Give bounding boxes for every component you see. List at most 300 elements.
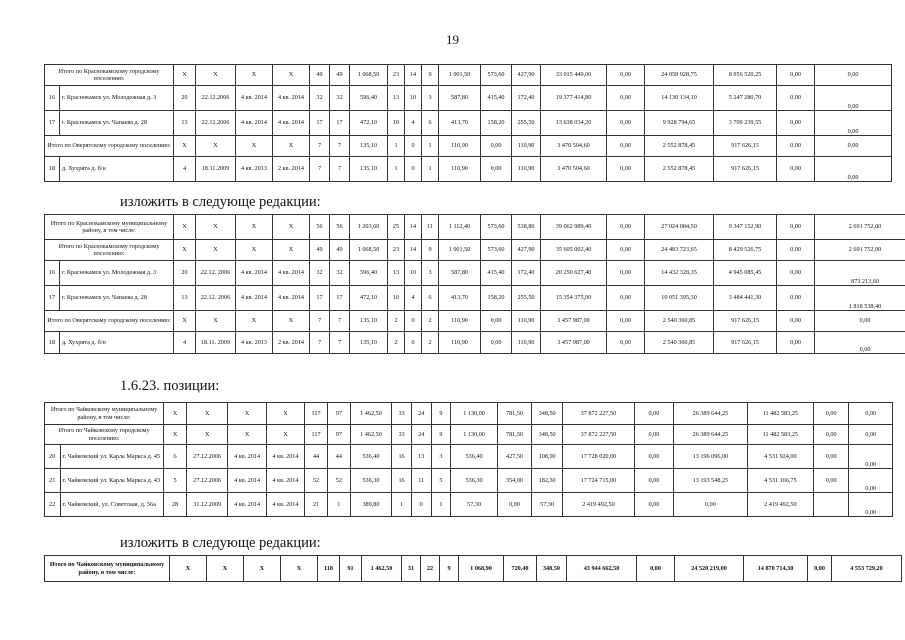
table-cell: 9: [431, 403, 451, 425]
table-cell: 0,00: [814, 469, 849, 493]
table-cell: 24 058 928,75: [645, 65, 714, 86]
table-cell: 0,00: [814, 445, 849, 469]
table-cell: 0,00: [481, 332, 512, 354]
table-cell: X: [266, 403, 304, 425]
table-row: [45, 493, 893, 517]
table-cell: 11 482 583,25: [747, 425, 813, 445]
table-cell: 348,50: [532, 403, 563, 425]
table-cell: 0,00: [777, 157, 815, 182]
table-cell: 1 462,50: [362, 556, 402, 582]
table-cell: 117: [305, 403, 328, 425]
table-cell: 26 389 644,25: [674, 425, 748, 445]
table-cell: 4 кв. 2014: [236, 286, 273, 311]
table-cell: 14: [405, 65, 422, 86]
table-cell: 56: [310, 215, 330, 240]
table-cell: 13 193 548,25: [674, 469, 748, 493]
table-cell: 21: [305, 493, 328, 517]
table-cell: 35 605 002,40: [541, 240, 607, 261]
table-row: [45, 86, 892, 111]
table-cell: 1 001,50: [439, 65, 481, 86]
table-row: [45, 425, 893, 445]
table-cell: X: [170, 556, 207, 582]
table-row: [45, 311, 905, 332]
table-cell: 0,00: [607, 136, 645, 157]
table-cell: 1: [388, 157, 405, 182]
table-cell: 7: [330, 332, 350, 354]
table-cell: 24: [411, 403, 431, 425]
table-cell: 0,00: [607, 65, 645, 86]
table-cell: 781,50: [497, 425, 531, 445]
table-cell: 39 062 989,40: [541, 215, 607, 240]
table-cell: 2 кв. 2014: [273, 332, 310, 354]
table-cell: 5 247 280,70: [714, 86, 777, 111]
table-cell: 33 015 449,00: [541, 65, 607, 86]
table-cell: 2 540 360,85: [645, 311, 714, 332]
table-cell: 4 кв. 2014: [273, 111, 310, 136]
table-cell: 0,00: [607, 86, 645, 111]
table-cell: 4 кв. 2014: [266, 445, 304, 469]
table-cell: 348,50: [532, 425, 563, 445]
table-cell: X: [174, 136, 196, 157]
table-cell: 24 520 219,00: [675, 556, 744, 582]
table-cell: 1 130,00: [451, 403, 498, 425]
table-row: [45, 469, 893, 493]
table-cell: 1 462,50: [350, 425, 391, 445]
table-cell: 9 928 794,65: [645, 111, 714, 136]
table-cell: 18.11. 2009: [196, 332, 236, 354]
table-cell: 18: [45, 157, 60, 182]
table-cell: X: [236, 65, 273, 86]
table-cell: 135,10: [350, 332, 388, 354]
table-cell: 22.12. 2006: [196, 261, 236, 286]
table-cell: 3 457 987,00: [541, 311, 607, 332]
table-cell: 44: [305, 445, 328, 469]
table-cell: 3: [422, 261, 439, 286]
table-cell: 0,00: [815, 157, 892, 182]
table-cell: 5: [431, 469, 451, 493]
table-row: [45, 445, 893, 469]
table-cell: 0,00: [808, 556, 832, 582]
table-cell: 0,00: [481, 136, 512, 157]
table-cell: 536,40: [451, 445, 498, 469]
table-cell: X: [164, 425, 187, 445]
table-cell: 1 068,50: [350, 65, 388, 86]
table-cell: 720,40: [504, 556, 537, 582]
table-cell: 3: [431, 445, 451, 469]
table-cell: 14 432 328,35: [645, 261, 714, 286]
table-cell: X: [164, 403, 187, 425]
table-cell: 348,50: [537, 556, 567, 582]
table-row: [45, 403, 893, 425]
amendment-heading: изложить в следующе редакции:: [120, 194, 321, 210]
table-cell: 1 130,00: [451, 425, 498, 445]
row-name-cell: г. Чайковский ул. Карла Маркса д. 45: [60, 445, 164, 469]
table-cell: 33: [392, 403, 412, 425]
table-cell: 16: [392, 469, 412, 493]
table-cell: 27.12.2006: [187, 445, 228, 469]
table-cell: 917 626,15: [714, 311, 777, 332]
table-cell: 0,00: [849, 469, 893, 493]
table-cell: 13 638 034,20: [541, 111, 607, 136]
table-cell: 4: [174, 157, 196, 182]
table-cell: 17 724 715,00: [563, 469, 635, 493]
table-cell: 4 531 166,75: [747, 469, 813, 493]
table-cell: 22: [421, 556, 440, 582]
table-cell: 9: [422, 65, 439, 86]
table-cell: 0,00: [674, 493, 748, 517]
table-cell: 14: [405, 215, 422, 240]
table-cell: 4 кв. 2014: [266, 469, 304, 493]
table-cell: X: [266, 425, 304, 445]
table-cell: 3: [422, 86, 439, 111]
table-cell: 2: [388, 332, 405, 354]
table-cell: 7: [310, 311, 330, 332]
table-cell: 0,00: [637, 556, 675, 582]
table-cell: 16: [45, 86, 60, 111]
table-cell: 118: [318, 556, 340, 582]
table-cell: 4 553 729,20: [832, 556, 902, 582]
table-cell: 117: [305, 425, 328, 445]
table-cell: 354,00: [497, 469, 531, 493]
table-cell: 13: [174, 111, 196, 136]
table-cell: 587,80: [439, 86, 481, 111]
table-cell: 158,20: [481, 111, 512, 136]
table-cell: 57,30: [532, 493, 563, 517]
table-cell: 110,90: [439, 311, 481, 332]
table-cell: 2 419 492,50: [747, 493, 813, 517]
table-cell: 1 818 538,40: [815, 286, 905, 311]
table-row: [45, 332, 905, 354]
table-amended-chaykovsky: [44, 555, 902, 582]
table-row: [45, 136, 892, 157]
table-cell: 0,00: [481, 157, 512, 182]
row-name-cell: Итого по Оверятскому городскому поселению:: [45, 311, 174, 332]
table-cell: 26 389 644,25: [674, 403, 748, 425]
table-cell: 18.11.2009: [196, 157, 236, 182]
row-name-cell: г. Краснокамск ул. Молодежная д. 3: [60, 261, 174, 286]
table-cell: 17: [45, 111, 60, 136]
table-cell: X: [187, 403, 228, 425]
table-cell: 0: [405, 157, 422, 182]
table-cell: 22.12.2006: [196, 86, 236, 111]
table-cell: 32: [330, 86, 350, 111]
table-cell: 0,00: [607, 311, 645, 332]
table-cell: 573,60: [481, 240, 512, 261]
table-cell: 0,00: [849, 403, 893, 425]
table-cell: 0,00: [607, 261, 645, 286]
table-cell: 24 483 723,65: [645, 240, 714, 261]
table-cell: 27 024 084,50: [645, 215, 714, 240]
table-cell: 5: [164, 469, 187, 493]
table-cell: 0,00: [815, 311, 905, 332]
table-cell: 4 кв. 2014: [236, 261, 273, 286]
table-cell: 13: [174, 286, 196, 311]
table-cell: 0: [405, 311, 422, 332]
table-cell: 0,00: [607, 286, 645, 311]
table-cell: 917 626,15: [714, 332, 777, 354]
table-cell: 13: [388, 261, 405, 286]
table-row: [45, 240, 905, 261]
table-cell: 56: [330, 215, 350, 240]
table-cell: X: [236, 311, 273, 332]
table-cell: 3 709 239,55: [714, 111, 777, 136]
table-cell: 4: [405, 111, 422, 136]
table-cell: 573,60: [481, 215, 512, 240]
table-cell: 4 кв. 2014: [273, 86, 310, 111]
table-cell: 44: [327, 445, 350, 469]
table-cell: 7: [310, 136, 330, 157]
table-cell: 536,30: [451, 469, 498, 493]
table-cell: 1: [422, 136, 439, 157]
table-cell: X: [228, 403, 266, 425]
table-cell: 17: [45, 286, 60, 311]
table-cell: 172,40: [512, 86, 541, 111]
table-cell: 14 870 714,30: [744, 556, 808, 582]
table-cell: 172,40: [512, 261, 541, 286]
table-cell: X: [273, 240, 310, 261]
table-cell: X: [236, 215, 273, 240]
table-cell: 472,10: [350, 286, 388, 311]
table-cell: [814, 493, 849, 517]
table-cell: 32: [310, 261, 330, 286]
table-cell: 2: [422, 332, 439, 354]
table-cell: 9: [422, 240, 439, 261]
table-cell: 0,00: [634, 469, 673, 493]
table-cell: 4 кв. 2014: [236, 86, 273, 111]
table-cell: 27.12.2006: [187, 469, 228, 493]
table-cell: 1: [422, 157, 439, 182]
table-cell: 110,90: [439, 157, 481, 182]
table-cell: 7: [310, 157, 330, 182]
table-cell: 0,00: [777, 311, 815, 332]
row-name-cell: г. Краснокамск ул. Молодежная д. 3: [60, 86, 174, 111]
table-cell: X: [196, 240, 236, 261]
table-cell: 110,90: [512, 136, 541, 157]
table-cell: 135,10: [350, 136, 388, 157]
table-cell: 1 001,50: [439, 240, 481, 261]
table-cell: 57,30: [451, 493, 498, 517]
table-cell: 17: [310, 286, 330, 311]
table-cell: 14: [405, 240, 422, 261]
row-name-cell: г. Краснокамск ул. Чапаева д. 28: [60, 111, 174, 136]
table-cell: 20 250 627,40: [541, 261, 607, 286]
table-cell: 19 377 414,80: [541, 86, 607, 111]
table-cell: 135,10: [350, 311, 388, 332]
table-cell: 6: [422, 286, 439, 311]
table-cell: 49: [310, 65, 330, 86]
row-name-cell: г. Краснокамск ул. Чапаева д. 28: [60, 286, 174, 311]
row-name-cell: Итого по Оверятскому городскому поселению:: [45, 136, 174, 157]
table-cell: 0,00: [497, 493, 531, 517]
table-cell: 4 531 924,00: [747, 445, 813, 469]
table-cell: 0: [405, 332, 422, 354]
table-cell: 536,30: [350, 469, 391, 493]
table-amended-krasnokamsk: [44, 214, 905, 354]
table-cell: 10: [388, 111, 405, 136]
table-before-amendment-chaykovsky: [44, 402, 893, 517]
table-cell: 0,00: [777, 111, 815, 136]
table-cell: 0,00: [815, 86, 892, 111]
table-cell: 0: [405, 136, 422, 157]
table-cell: 4 кв. 2014: [228, 469, 266, 493]
table-cell: X: [196, 136, 236, 157]
table-cell: 49: [310, 240, 330, 261]
table-cell: 11: [411, 469, 431, 493]
table-cell: 33: [392, 425, 412, 445]
table-cell: 23: [388, 240, 405, 261]
table-cell: X: [273, 311, 310, 332]
table-cell: 2 кв. 2014: [273, 157, 310, 182]
table-cell: 255,50: [512, 286, 541, 311]
table-cell: 4 кв. 2014: [266, 493, 304, 517]
table-cell: 182,30: [532, 469, 563, 493]
table-cell: 0,00: [849, 493, 893, 517]
table-cell: 1: [388, 136, 405, 157]
table-cell: 596,40: [350, 261, 388, 286]
table-cell: 1 112,40: [439, 215, 481, 240]
table-cell: X: [196, 215, 236, 240]
table-cell: 4: [405, 286, 422, 311]
table-cell: X: [244, 556, 281, 582]
table-cell: 110,90: [512, 157, 541, 182]
table-cell: 22.12. 2006: [196, 286, 236, 311]
table-cell: X: [281, 556, 318, 582]
table-cell: X: [196, 311, 236, 332]
table-cell: 0,00: [777, 136, 815, 157]
table-cell: 0,00: [814, 425, 849, 445]
table-cell: 0,00: [815, 111, 892, 136]
table-cell: 4 кв. 2013: [236, 157, 273, 182]
table-cell: 4 кв. 2014: [228, 445, 266, 469]
table-cell: X: [236, 240, 273, 261]
table-cell: 389,80: [350, 493, 391, 517]
row-name-cell: Итого по Чайковскому городскому поселению:: [45, 425, 164, 445]
row-name-cell: г. Чайковский ул. Карла Маркса д. 43: [60, 469, 164, 493]
table-cell: 17: [330, 286, 350, 311]
table-cell: 0,00: [849, 445, 893, 469]
table-cell: 110,90: [512, 332, 541, 354]
table-cell: 3 470 504,60: [541, 136, 607, 157]
table-cell: 32: [330, 261, 350, 286]
table-cell: 11 482 583,25: [747, 403, 813, 425]
table-cell: 2 552 878,45: [645, 136, 714, 157]
table-cell: 415,40: [481, 86, 512, 111]
table-cell: 52: [305, 469, 328, 493]
table-cell: 0,00: [815, 332, 905, 354]
table-cell: 97: [327, 403, 350, 425]
table-cell: 0,00: [815, 136, 892, 157]
table-cell: X: [174, 311, 196, 332]
table-cell: 0,00: [607, 157, 645, 182]
table-cell: 8 956 520,25: [714, 65, 777, 86]
table-cell: 1 462,50: [350, 403, 391, 425]
table-cell: 4 кв. 2014: [228, 493, 266, 517]
table-cell: 10 051 395,30: [645, 286, 714, 311]
table-cell: 20: [174, 261, 196, 286]
table-cell: 573,60: [481, 65, 512, 86]
table-cell: X: [207, 556, 244, 582]
table-cell: 0,00: [815, 65, 892, 86]
table-cell: 0,00: [814, 403, 849, 425]
table-cell: 427,90: [512, 65, 541, 86]
table-cell: 17 728 020,00: [563, 445, 635, 469]
row-name-cell: Итого по Чайковскому муниципальному району, в том числе:: [45, 403, 164, 425]
table-before-amendment-krasnokamsk: [44, 64, 892, 182]
table-cell: 781,50: [497, 403, 531, 425]
table-cell: 32: [310, 86, 330, 111]
table-cell: 0,00: [777, 261, 815, 286]
table-cell: 0,00: [481, 311, 512, 332]
table-cell: 20: [174, 86, 196, 111]
table-row: [45, 111, 892, 136]
table-cell: 4 кв. 2014: [236, 111, 273, 136]
row-name-cell: Итого по Краснокамскому городскому поселению:: [45, 240, 174, 261]
table-cell: 596,40: [350, 86, 388, 111]
table-cell: 2 691 752,00: [815, 215, 905, 240]
table-cell: 20: [45, 445, 61, 469]
table-cell: 4 945 085,45: [714, 261, 777, 286]
table-cell: 2 419 492,50: [563, 493, 635, 517]
row-name-cell: Итого по Чайковскому муниципальному району, в том числе:: [45, 556, 170, 582]
table-cell: 1: [392, 493, 412, 517]
table-cell: 0,00: [777, 86, 815, 111]
table-row: [45, 556, 902, 582]
table-cell: 43 944 662,50: [567, 556, 637, 582]
table-cell: 158,20: [481, 286, 512, 311]
table-cell: X: [273, 215, 310, 240]
table-cell: 3 484 441,30: [714, 286, 777, 311]
table-cell: 0,00: [777, 215, 815, 240]
table-cell: 427,90: [512, 240, 541, 261]
table-cell: 110,90: [439, 332, 481, 354]
table-cell: 0,00: [634, 445, 673, 469]
table-cell: 31.12.2009: [187, 493, 228, 517]
table-cell: 9: [440, 556, 459, 582]
section-heading: 1.6.23. позиции:: [120, 378, 220, 394]
row-name-cell: Итого по Краснокамскому городскому поселению:: [45, 65, 174, 86]
table-cell: 0,00: [607, 215, 645, 240]
table-cell: 17: [330, 111, 350, 136]
table-cell: 37 872 227,50: [563, 403, 635, 425]
table-cell: 7: [330, 136, 350, 157]
table-cell: 0: [411, 493, 431, 517]
table-cell: 2 691 752,00: [815, 240, 905, 261]
table-cell: 0,00: [849, 425, 893, 445]
table-cell: 24: [411, 425, 431, 445]
table-cell: 37 872 227,50: [563, 425, 635, 445]
table-cell: 4 кв. 2013: [236, 332, 273, 354]
table-cell: 110,90: [439, 136, 481, 157]
table-cell: 0,00: [777, 240, 815, 261]
table-cell: 49: [330, 65, 350, 86]
table-cell: 15 354 375,00: [541, 286, 607, 311]
table-cell: 31: [402, 556, 421, 582]
table-cell: 49: [330, 240, 350, 261]
table-cell: 472,10: [350, 111, 388, 136]
row-name-cell: д. Хухрята д. б/н: [60, 332, 174, 354]
table-cell: 917 626,15: [714, 136, 777, 157]
table-cell: 255,50: [512, 111, 541, 136]
table-cell: 10: [405, 261, 422, 286]
table-cell: 2: [422, 311, 439, 332]
table-cell: X: [196, 65, 236, 86]
table-cell: 1: [431, 493, 451, 517]
table-cell: 413,70: [439, 111, 481, 136]
table-cell: 415,40: [481, 261, 512, 286]
table-cell: 10: [388, 286, 405, 311]
table-cell: 108,90: [532, 445, 563, 469]
table-cell: 18: [45, 332, 60, 354]
